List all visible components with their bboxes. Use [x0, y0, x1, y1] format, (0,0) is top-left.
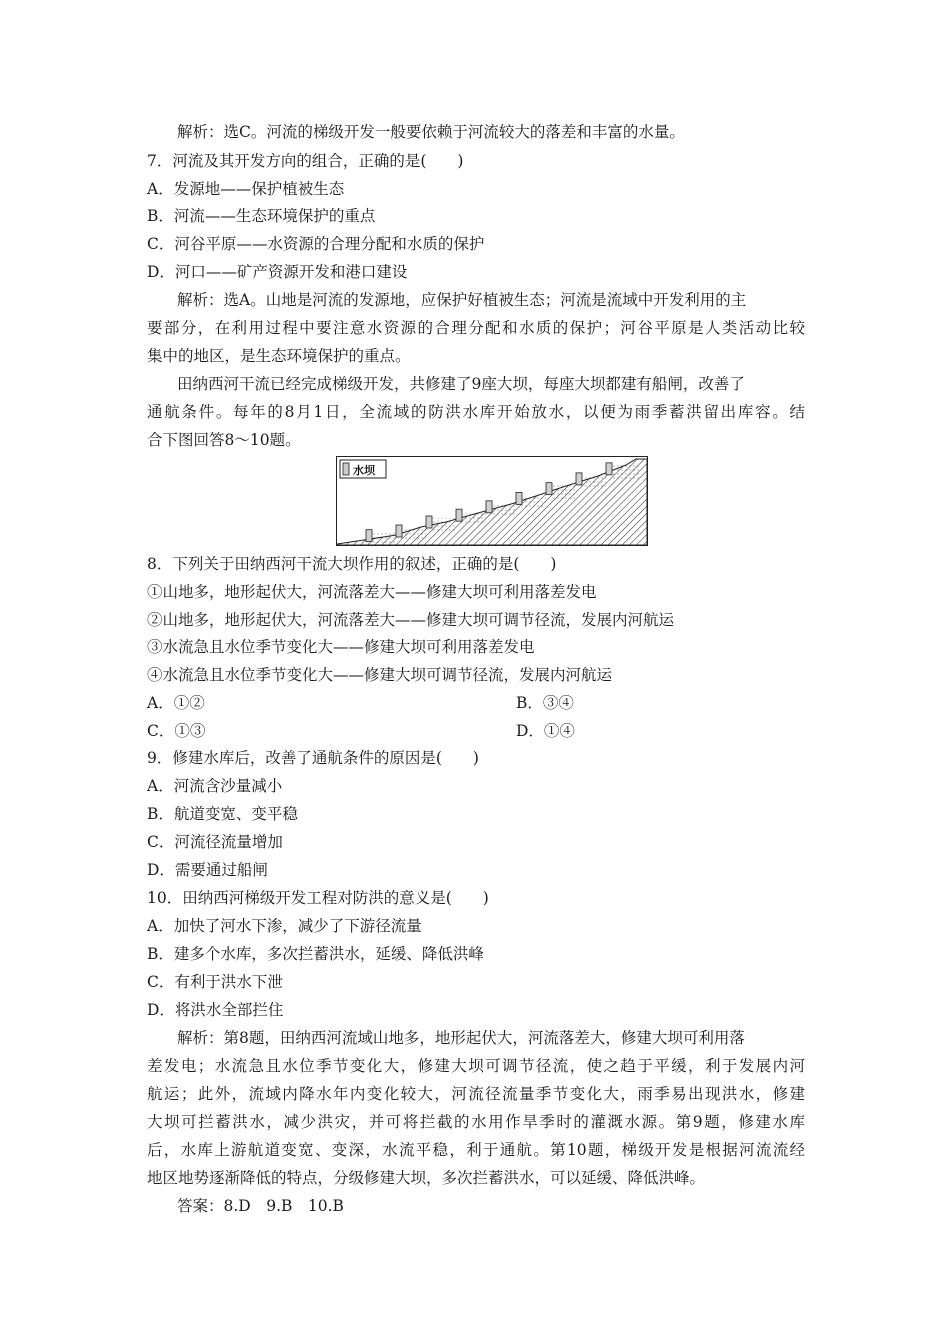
dam-6 — [516, 492, 522, 504]
q7-explanation-line-3: 集中的地区，是生态环境保护的重点。 — [147, 347, 411, 365]
dam-4 — [456, 509, 462, 521]
explanation-8-10-line-5: 后，水库上游航道变宽、变深，水流平稳，利于通航。第10题，梯级开发是根据河流流经 — [147, 1141, 805, 1159]
q7-option-b: B．河流——生态环境保护的重点 — [147, 207, 376, 225]
dam-7 — [546, 483, 552, 495]
answers-line: 答案：8.D 9.B 10.B — [177, 1197, 344, 1215]
q7-option-a: A．发源地——保护植被生态 — [147, 180, 345, 198]
q9-option-d: D．需要通过船闸 — [147, 861, 268, 879]
q10-option-d: D．将洪水全部拦住 — [147, 1001, 284, 1019]
q7-explanation-line-2: 要部分，在利用过程中要注意水资源的合理分配和水质的保护；河谷平原是人类活动比较 — [147, 319, 805, 337]
q8-statement-4: ④水流急且水位季节变化大——修建大坝可调节径流，发展内河航运 — [147, 666, 613, 684]
q10-option-b: B．建多个水库，多次拦蓄洪水，延缓、降低洪峰 — [147, 945, 484, 963]
q7-option-c: C．河谷平原——水资源的合理分配和水质的保护 — [147, 235, 485, 253]
q8-statement-1: ①山地多，地形起伏大，河流落差大——修建大坝可利用落差发电 — [147, 583, 597, 601]
explanation-8-10-line-3: 航运；此外，流域内降水年内变化较大，河流径流量季节变化大，雨季易出现洪水，修建 — [147, 1085, 805, 1103]
legend-dam-swatch — [343, 463, 349, 475]
passage-line-2: 通航条件。每年的8月1日，全流域的防洪水库开始放水，以便为雨季蓄洪留出库容。结 — [147, 403, 805, 421]
dam-9 — [606, 463, 612, 475]
passage-line-3: 合下图回答8～10题。 — [147, 431, 301, 449]
explanation-8-10-line-4: 大坝可拦蓄洪水，减少洪灾，并可将拦截的水用作旱季时的灌溉水源。第9题，修建水库 — [147, 1113, 805, 1131]
q10-option-a: A．加快了河水下渗，减少了下游径流量 — [147, 917, 422, 935]
dam-8 — [576, 473, 582, 485]
q9-stem: 9．修建水库后，改善了通航条件的原因是( ) — [147, 749, 479, 767]
legend-label: 水坝 — [353, 464, 375, 477]
dam-1 — [366, 530, 372, 542]
dam-cascade-figure — [336, 456, 648, 546]
q6-explanation: 解析：选C。河流的梯级开发一般要依赖于河流较大的落差和丰富的水量。 — [177, 123, 685, 141]
q8-option-d: D．①④ — [516, 722, 575, 740]
q8-statement-3: ③水流急且水位季节变化大——修建大坝可利用落差发电 — [147, 638, 535, 656]
q8-option-a: A．①② — [147, 694, 205, 712]
q9-option-a: A．河流含沙量减小 — [147, 777, 283, 795]
dam-5 — [486, 501, 492, 513]
q9-option-b: B．航道变宽、变平稳 — [147, 805, 298, 823]
q7-explanation-line-1: 解析：选A。山地是河流的发源地，应保护好植被生态；河流是流域中开发利用的主 — [177, 291, 747, 309]
q7-stem: 7．河流及其开发方向的组合，正确的是( ) — [147, 152, 464, 170]
passage-line-1: 田纳西河干流已经完成梯级开发，共修建了9座大坝，每座大坝都建有船闸，改善了 — [177, 375, 745, 393]
explanation-8-10-line-6: 地区地势逐渐降低的特点，分级修建大坝，多次拦蓄洪水，可以延缓、降低洪峰。 — [147, 1169, 706, 1187]
dam-2 — [396, 525, 402, 537]
dam-3 — [426, 516, 432, 528]
q8-statement-2: ②山地多，地形起伏大，河流落差大——修建大坝可调节径流，发展内河航运 — [147, 611, 675, 629]
q8-stem: 8．下列关于田纳西河干流大坝作用的叙述，正确的是( ) — [147, 555, 557, 573]
q8-option-b: B．③④ — [516, 694, 574, 712]
q10-stem: 10．田纳西河梯级开发工程对防洪的意义是( ) — [147, 889, 489, 907]
explanation-8-10-line-1: 解析：第8题，田纳西河流域山地多，地形起伏大，河流落差大，修建大坝可利用落 — [177, 1029, 745, 1047]
q8-option-c: C．①③ — [147, 722, 206, 740]
q9-option-c: C．河流径流量增加 — [147, 833, 283, 851]
q10-option-c: C．有利于洪水下泄 — [147, 973, 283, 991]
explanation-8-10-line-2: 差发电；水流急且水位季节变化大，修建大坝可调节径流，使之趋于平缓，利于发展内河 — [147, 1057, 805, 1075]
q7-option-d: D．河口——矿产资源开发和港口建设 — [147, 263, 408, 281]
